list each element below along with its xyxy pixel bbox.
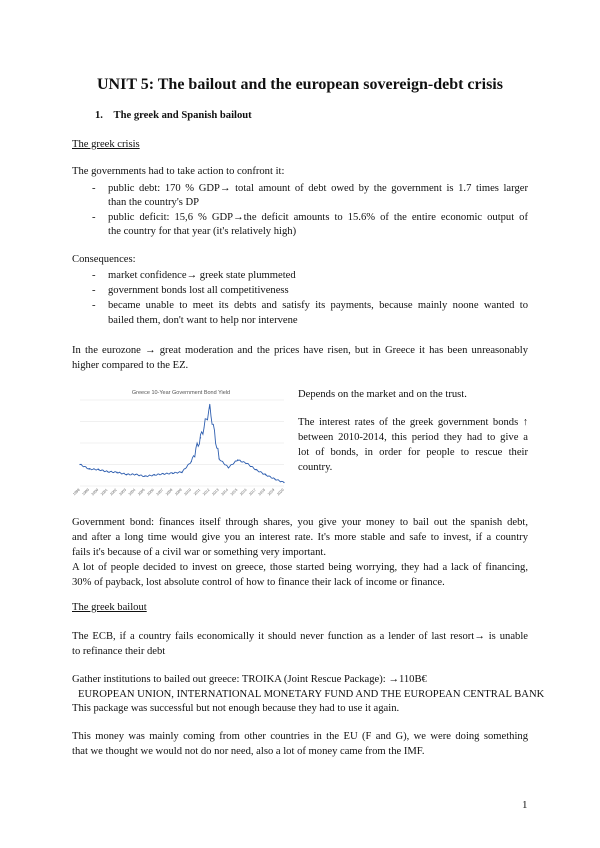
bullet-line: than the country's DP: [108, 197, 200, 208]
x-tick-label: 1998: [72, 487, 81, 497]
paragraph-line: In the eurozone → great moderation and the prices have risen, but in Greece it has been unreasonably: [72, 345, 528, 356]
bullet-dash: -: [92, 300, 96, 311]
greek-crisis-intro: The governments had to take action to confront it:: [72, 166, 285, 177]
data-point: [116, 472, 117, 473]
side-paragraph-2: [298, 415, 528, 475]
data-point: [218, 458, 219, 459]
data-point: [107, 471, 108, 472]
bullet-line: market confidence→ greek state plummeted: [108, 270, 296, 281]
x-tick-label: 1999: [81, 487, 90, 497]
data-point: [89, 468, 90, 469]
x-tick-label: 2012: [202, 487, 211, 497]
x-tick-label: 2016: [239, 487, 248, 497]
data-point: [191, 461, 192, 462]
section-heading: [95, 110, 252, 121]
data-point: [265, 474, 266, 475]
x-tick-label: 2004: [127, 487, 137, 497]
bullet-dash: -: [92, 285, 96, 296]
data-point: [246, 463, 247, 464]
data-point: [79, 464, 80, 465]
x-tick-label: 2002: [109, 487, 118, 497]
bullet-line: government bonds lost all competitiveness: [108, 285, 289, 296]
data-point: [256, 469, 257, 470]
data-point: [274, 478, 275, 479]
paragraph-line: This package was successful but not enough because they had to use it again.: [72, 703, 400, 714]
data-point: [135, 474, 136, 475]
x-tick-label: 2018: [257, 487, 267, 497]
bullet-line: bailed them, don't want to help nor intervene: [108, 315, 298, 326]
paragraph-line: to refinance their debt: [72, 646, 166, 657]
data-point: [144, 476, 145, 477]
data-point: [98, 469, 99, 470]
bullet-line: public deficit: 15,6 % GDP→the deficit amounts to 15.6% of the entire economic output of: [108, 212, 528, 223]
data-point: [209, 407, 210, 408]
data-point: [283, 482, 284, 483]
institutions-line: EUROPEAN UNION, INTERNATIONAL MONETARY FUND AND THE EUROPEAN CENTRAL BANK: [78, 689, 545, 700]
bullet-dash: -: [92, 212, 96, 223]
data-point: [154, 474, 155, 475]
x-tick-label: 2010: [183, 487, 192, 497]
x-tick-label: 2003: [118, 487, 128, 497]
x-tick-label: 2011: [192, 487, 202, 497]
bullet-dash: -: [92, 183, 96, 194]
greek-crisis-heading: The greek crisis: [72, 139, 140, 150]
paragraph-line: country.: [298, 462, 333, 473]
paragraph-line: The ECB, if a country fails economically it should never function as a lender of last resort→ is unable: [72, 631, 528, 642]
paragraph-line: This money was mainly coming from other countries in the EU (F and G), we were doing something: [72, 731, 528, 742]
x-tick-label: 2020: [276, 487, 285, 497]
bullet-line: became unable to meet its debts and satisfy its payments, because mainly noone wanted to: [108, 300, 528, 311]
bullet-line: the country for that year (it's relatively high): [108, 226, 297, 237]
x-tick-label: 2009: [174, 487, 183, 497]
paragraph-line: fails it's because of a civil war or something very important.: [72, 547, 327, 558]
data-point: [163, 473, 164, 474]
bond-yield-chart: [72, 386, 290, 504]
paragraph-line: A lot of people decided to invest on greece, those started being worrying, they had a lack of financing,: [72, 562, 528, 573]
page-number: 1: [522, 799, 528, 811]
paragraph-line: between 2010-2014, this period they had to give a: [298, 432, 528, 443]
data-point: [172, 473, 173, 474]
x-tick-label: 2013: [211, 487, 220, 497]
x-tick-label: 2001: [100, 487, 109, 497]
x-tick-label: 2015: [229, 487, 239, 497]
x-tick-label: 2008: [164, 487, 174, 497]
consequences-label: Consequences:: [72, 254, 136, 265]
x-tick-label: 2019: [266, 487, 276, 497]
paragraph-line: The interest rates of the greek government bonds ↑: [298, 417, 528, 428]
section-number: 1.: [95, 110, 103, 121]
x-tick-label: 2007: [155, 487, 165, 497]
x-tick-label: 2000: [90, 487, 100, 497]
x-tick-label: 2014: [220, 487, 230, 497]
bullet-dash: -: [92, 270, 96, 281]
bullet-line: public debt: 170 % GDP→ total amount of debt owed by the government is 1.7 times larger: [108, 183, 528, 194]
data-point: [237, 459, 238, 460]
paragraph-line: and after a long time would give you an interest rate. It's more stable and safe to invest, if a country: [72, 532, 528, 543]
data-point: [200, 437, 201, 438]
section-label: The greek and Spanish bailout: [113, 110, 252, 121]
chart-x-ticks: [72, 488, 284, 496]
x-tick-label: 2017: [248, 487, 257, 497]
data-point: [181, 471, 182, 472]
data-point: [126, 474, 127, 475]
paragraph-line: that we thought we would not do nor need, also a lot of money came from the IMF.: [72, 746, 425, 757]
greek-bailout-heading: The greek bailout: [72, 602, 147, 613]
paragraph-line: lot of bonds, in order for people to rescue their: [298, 447, 528, 458]
paragraph-line: higher compared to the EZ.: [72, 360, 189, 371]
paragraph-line: Gather institutions to bailed out greece: TROIKA (Joint Rescue Package): →110B€: [72, 674, 427, 685]
x-tick-label: 2006: [146, 487, 155, 497]
paragraph-line: Government bond: finances itself through shares, you give your money to bail out the spanish debt,: [72, 517, 528, 528]
side-paragraph: Depends on the market and on the trust.: [298, 389, 467, 400]
x-tick-label: 2005: [137, 487, 146, 497]
paragraph-line: 30% of payback, lost absolute control of how to finance their lack of income or finance.: [72, 577, 445, 588]
chart-title: Greece 10-Year Government Bond Yield: [131, 390, 231, 396]
page-title: UNIT 5: The bailout and the european sovereign-debt crisis: [97, 76, 503, 93]
data-point: [228, 467, 229, 468]
